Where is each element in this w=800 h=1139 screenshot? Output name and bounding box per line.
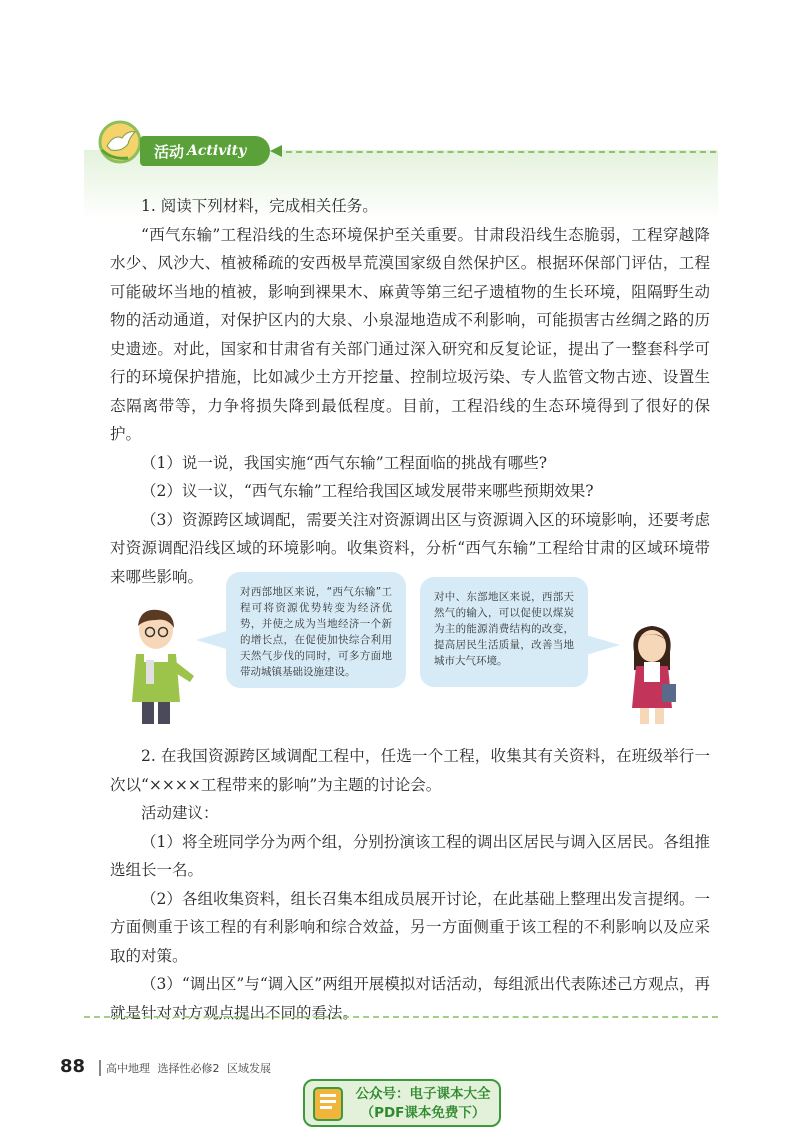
activity-title-en: Activity [187,143,247,159]
bubble-right-tail [586,635,620,655]
activity-1-task-3: （3）资源跨区域调配，需要关注对资源调出区与资源调入区的环境影响，还要考虑对资源调配沿线区域的环境影响。收集资料，分析“西气东输”工程给甘肃的区域环境带来哪些影响。 [110,510,710,586]
activity-1-task-2: （2）议一议，“西气东输”工程给我国区域发展带来哪些预期效果? [141,482,594,500]
activity-1-task-1: （1）说一说，我国实施“西气东输”工程面临的挑战有哪些? [141,453,548,472]
page-number: 88 [60,1056,86,1077]
footer-divider [99,1060,101,1076]
activity-1-material: “西气东输”工程沿线的生态环境保护至关重要。甘肃段沿线生态脆弱，工程穿越降水少、风沙大、植被稀疏的安西极旱荒漠国家级自然保护区。根据环保部门评估，工程可能破坏当地的植被，影响到裸果木、麻黄等第三纪孑遗植物的生长环境，阻隔野生动物的活动通道，对保护区内的大泉、小泉湿地造成不利影响，可能损害古丝绸之路的历史遗迹。对此，国家和甘肃省有关部门通过深入研究和反复论证，提出了一整套科学可行的环境保护措施，比如减少土方开挖量、控制垃圾污染、专人监管文物古迹、设置生态隔离带等，力争将损失降到最低程度。目前，工程沿线的生态环境得到了很好的保护。 [110,225,710,443]
speech-bubble-east: 对中、东部地区来说，西部天然气的输入，可以促使以煤炭为主的能源消费结构的改变，提高居民生活质量，改善当地城市大气环境。 [420,577,588,687]
activity-header [94,118,724,168]
activity-1-section [110,192,710,591]
activity-2-step-1: （1）将全班同学分为两个组，分别扮演该工程的调出区居民与调入区居民。各组推选组长一名。 [110,832,710,879]
activity-2-section [110,742,710,1027]
activity-2-step-2: （2）各组收集资料，组长召集本组成员展开讨论，在此基础上整理出发言提纲。一方面侧重于该工程的有利影响和综合效益，另一方面侧重于该工程的不利影响以及应采取的对策。 [110,889,710,965]
activity-title [140,136,270,166]
watermark-banner [303,1079,501,1127]
watermark-line-1: 公众号：电子课本大全 [355,1086,491,1102]
activity-2-step-3: （3）“调出区”与“调入区”两组开展模拟对话活动，每组派出代表陈述己方观点，再就是针对对方观点提出不同的看法。 [110,975,710,1022]
activity-2-intro: 2. 在我国资源跨区域调配工程中，任选一个工程，收集其有关资料，在班级举行一次以“××××工程带来的影响”为主题的讨论会。 [110,747,710,794]
girl-student-illustration-icon [620,622,684,726]
boy-student-illustration-icon [116,606,196,726]
activity-2-suggestion-label: 活动建议： [141,804,219,822]
dove-emblem-icon [98,120,142,164]
header-dashed-line [286,151,716,153]
bubble-left-tail [196,630,230,650]
speech-bubble-west: 对西部地区来说，“西气东输”工程可将资源优势转变为经济优势，并使之成为当地经济一个新的增长点，在促使加快综合利用天然气步伐的同时，可多方面地带动城镇基础设施建设。 [226,572,406,688]
watermark-line-2: （PDF课本免费下） [360,1105,486,1121]
footer-dashed-line [84,1016,718,1018]
header-arrow-icon [270,145,282,157]
activity-title-cn: 活动 [154,142,185,161]
activity-1-intro: 1. 阅读下列材料，完成相关任务。 [141,197,378,215]
book-info: 高中地理 选择性必修2 区域发展 [106,1062,271,1075]
book-icon [311,1085,345,1123]
watermark-text [349,1085,497,1123]
